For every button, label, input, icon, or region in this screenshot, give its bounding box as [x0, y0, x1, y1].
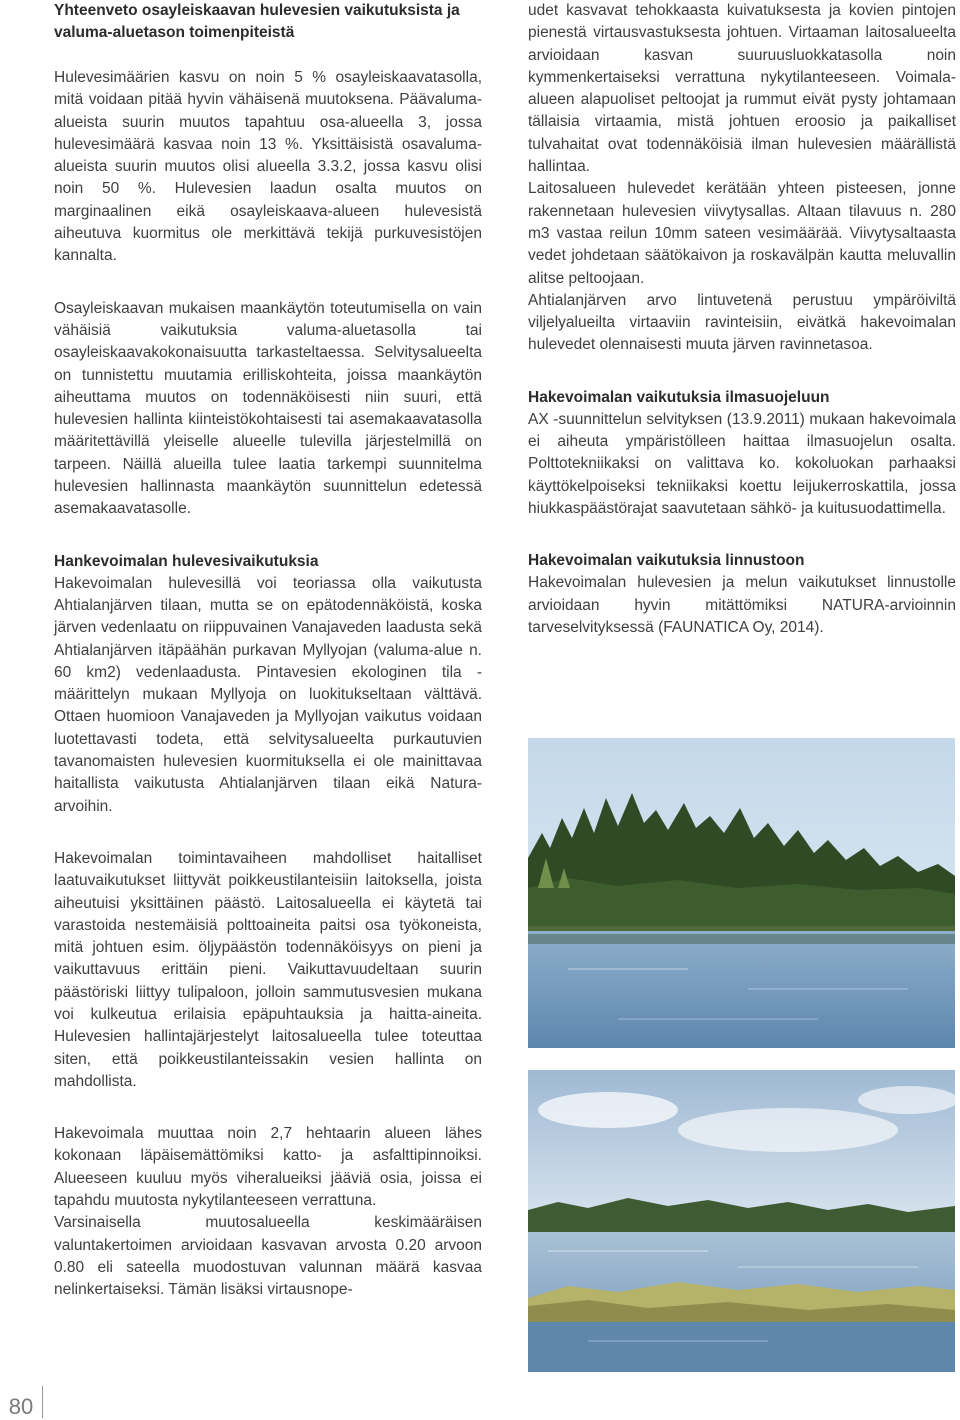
continuation-paragraph-1: udet kasvavat tehokkaasta kuivatuksesta ja kovien pintojen pienestä virtausvastuksesta johtuen. Virtaaman laitosalueelta arvioidaan kasvan suuruusluokkatasolla noin kymmenkertaiseksi verrattuna nykytilanteeseen. Voimala-alueen alapuoliset peltoojat ja rummut eivät pysty johtamaan tällaisia virtaamia, mistä johtuen eroosio ja paikalliset tulvahaitat ovat todennäköisiä ilman hulevesien määrällistä hallintaa.: [528, 2, 956, 176]
continuation-paragraph-3: Ahtialanjärven arvo lintuvetenä perustuu ympäröiviltä viljelyalueilta virtaaviin ravinteisiin, eivätkä hakevoimalan hulevedet olennaisesti muuta järven ravinnetasoa.: [528, 291, 956, 354]
air-protection-heading: Hakevoimalan vaikutuksia ilmasuojeluun: [528, 388, 830, 406]
page-number-divider: [42, 1386, 43, 1418]
page-number: 80: [8, 1394, 34, 1419]
stormwater-heading: Hankevoimalan hulevesivaikutuksia: [54, 552, 319, 570]
stormwater-paragraph-1: Hakevoimalan hulevesillä voi teoriassa olla vaikutusta Ahtialanjärven tilaan, mutta se on epätodennäköistä, koska järven vedenlaatu on riippuvainen Vanajaveden laadusta sekä Ahtialanjärven itäpäähän purkavan Myllyojan (valuma-alue n. 60 km2) vedenlaadusta. Pintavesien ekologinen tila -määrittelyn mukaan Myllyoja on luokitukseltaan välttävä. Ottaen huomioon Vanajaveden ja Myllyojan vaikutus voidaan luotettavasti todeta, että selvitysalueelta purkautuvien tavanomaisten hulevesien kuormituksella ei ole mainittavaa haitallista vaikutusta Ahtialanjärven tilaan eikä Natura-arvoihin.: [54, 574, 482, 815]
lake-photo-forest-shore-image: [528, 738, 955, 1048]
birds-paragraph: Hakevoimalan hulevesien ja melun vaikutukset linnustolle arvioidaan hyvin mitättömiksi NATURA-arvioinnin tarveselvityksessä (FAUNATICA Oy, 2014).: [528, 574, 956, 636]
right-column: [528, 0, 956, 639]
summary-paragraph-2: Osayleiskaavan mukaisen maankäytön toteutumisella on vain vähäisiä vaikutuksia valuma-aluetasolla tai osayleiskaavakokonaisuutta tarkasteltaessa. Selvitysalueelta on tunnistettu muutamia erilliskohteita, joissa maankäytön aiheuttama muutos on todennäköisesti niin suuri, että hulevesien hallinta kiinteistökohtaisesti tai asemakaavatasolla määritettävillä yleiselle alueelle tulevilla järjestelmillä on tarpeen. Näillä alueilla tulee laatia tarkempi suunnitelma hulevesien hallinnasta maankäytön suunnittelun edetessä asemakaavatasolle.: [54, 299, 482, 518]
lake-photo-reeds-image: [528, 1070, 955, 1372]
continuation-paragraph-2: Laitosalueen hulevedet kerätään yhteen pisteesen, jonne rakennetaan hulevesien viivytysallas. Altaan tilavuus n. 280 m3 vastaa reilun 10mm sateen vesimäärää. Viivytysaltaasta vedet johdetaan säätökaivon ja roskavälpän kautta meluvallin alitse peltoojaan.: [528, 180, 956, 287]
summary-heading: Yhteenveto osayleiskaavan hulevesien vaikutuksista ja valuma-aluetason toimenpiteistä: [54, 2, 460, 41]
left-column: [54, 0, 482, 1302]
air-protection-paragraph: AX -suunnittelun selvityksen (13.9.2011) mukaan hakevoimala ei aiheuta ympäristölleen haittaa ilmasuojelun osalta. Polttotekniikaksi on valittava ko. kokoluokan parhaaksi käyttökelpoiseksi tekniikaksi koettu leijukerroskattila, jossa hiukkaspäästörajat saavutetaan sähkö- ja kuitusuodattimella.: [528, 410, 956, 517]
lake-photo-forest-shore: [528, 738, 955, 1048]
stormwater-paragraph-4: Varsinaisella muutosalueella keskimääräisen valuntakertoimen arvioidaan kasvavan arvosta 0.20 arvoon 0.80 eli sateella muodostuvan valunnan määrä kasvaa nelinkertaiseksi. Tämän lisäksi virtausnope-: [54, 1214, 482, 1299]
birds-heading: Hakevoimalan vaikutuksia linnustoon: [528, 552, 805, 570]
stormwater-paragraph-3: Hakevoimala muuttaa noin 2,7 hehtaarin alueen lähes kokonaan läpäisemättömiksi katto- ja asfalttipinnoiksi. Alueeseen kuuluu myös viheralueiksi jääviä osia, joissa ei tapahdu muutosta nykytilanteeseen verrattuna.: [54, 1125, 482, 1210]
summary-paragraph-1: Hulevesimäärien kasvu on noin 5 % osayleiskaavatasolla, mitä voidaan pitää hyvin vähäisenä muutoksena. Päävaluma-alueista suurin muutos tapahtuu osa-alueella 3, jossa hulevesimäärä kasvaa noin 13 %. Yksittäisistä osavaluma-alueista suurin muutos olisi alueella 3.3.2, jossa kasvu olisi noin 50 %. Hulevesien laadun osalta muutos on marginaalinen eikä osayleiskaava-alueen hulevesistä aiheutuva kuormitus ole merkittävä tekijä purkuvesistöjen kannalta.: [54, 69, 482, 265]
stormwater-paragraph-2: Hakevoimalan toimintavaiheen mahdolliset haitalliset laatuvaikutukset liittyvät poikkeustilanteisiin laitoksella, joista aiheutuisi yksittäinen päästö. Laitosalueella ei käytetä tai varastoida nestemäisiä polttoaineita paitsi osa työkoneista, mitä johtuen esim. öljypäästön todennäköisyys on pieni ja vaikuttavuus erittäin pieni. Vaikuttavuudeltaan suurin päästöriski liittyy tulipaloon, jolloin sammutusvesien mukana voi kulkeutua erilaisia epäpuhtauksia ja haitta-aineita. Hulevesien hallintajärjestelyt laitosalueella tulee toteuttaa siten, että poikkeustilanteissakin vesien hallinta on mahdollista.: [54, 849, 482, 1090]
lake-photo-reeds: [528, 1070, 955, 1372]
